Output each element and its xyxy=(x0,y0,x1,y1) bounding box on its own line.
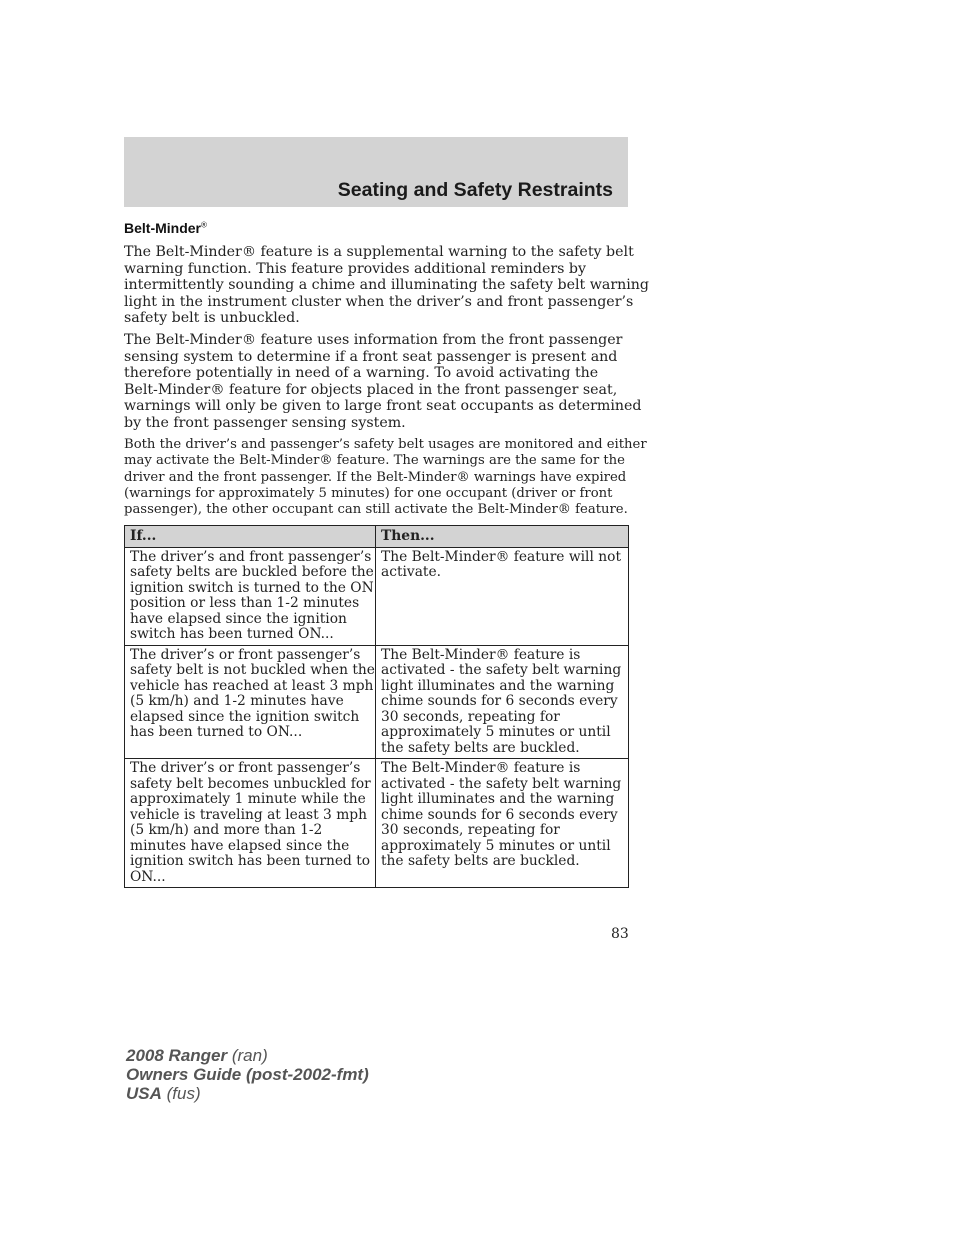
text-line: (warnings for approximately 5 minutes) for one occupant (driver or front xyxy=(124,485,613,501)
text-line: light in the instrument cluster when the driver’s and front passenger’s xyxy=(124,293,634,310)
cell-text-line: approximately 5 minutes or until xyxy=(381,837,611,854)
cell-text-line: activated - the safety belt warning xyxy=(381,775,622,792)
footer-model: 2008 Ranger xyxy=(126,1046,228,1065)
text-line: The Belt-Minder® feature is a supplemental warning to the safety belt xyxy=(124,244,634,260)
cell-text-line: activate. xyxy=(381,564,442,580)
table-row xyxy=(125,759,629,888)
cell-text-line: approximately 5 minutes or until xyxy=(381,724,611,740)
cell-text-line: (5 km/h) and more than 1-2 xyxy=(130,822,323,838)
text-line: Belt-Minder® feature for objects placed in the front passenger seat, xyxy=(124,381,618,398)
cell-text-line: The Belt-Minder® feature will not xyxy=(381,548,622,565)
cell-text-line: position or less than 1-2 minutes xyxy=(130,595,360,611)
text-line: safety belt is unbuckled. xyxy=(124,310,300,326)
cell-text-line: ON... xyxy=(130,868,166,885)
footer-guide: Owners Guide (post-2002-fmt) xyxy=(126,1065,369,1084)
cell-text-line: 30 seconds, repeating for xyxy=(381,822,560,838)
text-line: by the front passenger sensing system. xyxy=(124,414,406,431)
paragraph-sensing-system xyxy=(124,332,642,431)
cell-text-line: has been turned to ON... xyxy=(130,724,303,740)
cell-text-line: ignition switch is turned to the ON xyxy=(130,579,374,596)
cell-text-line: The driver’s or front passenger’s xyxy=(130,646,361,663)
cell-text-line: The driver’s and front passenger’s xyxy=(130,548,372,565)
table-cell-if xyxy=(125,759,376,888)
text-line: may activate the Belt-Minder® feature. The warnings are the same for the xyxy=(124,453,625,469)
text-line: warnings will only be given to large front seat occupants as determined xyxy=(124,398,642,414)
section-heading xyxy=(124,220,207,236)
table-header-if: If... xyxy=(125,526,376,548)
paragraph-both-occupants xyxy=(124,437,647,518)
text-line: intermittently sounding a chime and illuminating the safety belt warning xyxy=(124,277,649,293)
table-cell-then xyxy=(376,547,629,645)
table-cell-if xyxy=(125,547,376,645)
cell-text-line: have elapsed since the ignition xyxy=(130,610,347,627)
text-line: passenger), the other occupant can still activate the Belt-Minder® feature. xyxy=(124,502,628,518)
text-line: therefore potentially in need of a warning. To avoid activating the xyxy=(124,365,599,381)
text-line: warning function. This feature provides additional reminders by xyxy=(124,260,587,277)
if-then-table xyxy=(124,525,629,888)
cell-text-line: activated - the safety belt warning xyxy=(381,662,622,678)
footer-line-guide xyxy=(126,1065,369,1084)
page-title: Seating and Safety Restraints xyxy=(337,179,613,201)
footer-model-code: (ran) xyxy=(227,1046,268,1065)
paragraph-intro xyxy=(124,244,649,327)
cell-text-line: safety belt is not buckled when the xyxy=(130,662,375,678)
registered-mark: ® xyxy=(201,220,207,230)
footer-market: USA xyxy=(126,1084,162,1103)
cell-text-line: light illuminates and the warning xyxy=(381,677,615,694)
cell-text-line: safety belts are buckled before the xyxy=(130,564,374,580)
footer-line-model xyxy=(126,1046,369,1065)
table-row xyxy=(125,645,629,759)
text-line: driver and the front passenger. If the Belt-Minder® warnings have expired xyxy=(124,469,627,485)
document-footer xyxy=(126,1046,369,1103)
section-heading-text: Belt-Minder xyxy=(124,220,201,236)
table-header-row xyxy=(125,526,629,548)
cell-text-line: minutes have elapsed since the xyxy=(130,837,350,854)
table-row xyxy=(125,547,629,645)
cell-text-line: ignition switch has been turned to xyxy=(130,853,371,869)
footer-line-market xyxy=(126,1084,369,1103)
cell-text-line: elapsed since the ignition switch xyxy=(130,708,360,725)
cell-text-line: light illuminates and the warning xyxy=(381,791,615,807)
table-cell-then xyxy=(376,645,629,759)
cell-text-line: chime sounds for 6 seconds every xyxy=(381,693,618,709)
cell-text-line: The Belt-Minder® feature is xyxy=(381,646,581,663)
text-line: The Belt-Minder® feature uses information from the front passenger xyxy=(124,332,623,348)
cell-text-line: The driver’s or front passenger’s xyxy=(130,760,361,776)
text-line: Both the driver’s and passenger’s safety belt usages are monitored and either xyxy=(124,437,647,452)
footer-market-code: (fus) xyxy=(161,1084,201,1103)
cell-text-line: the safety belts are buckled. xyxy=(381,853,580,869)
cell-text-line: the safety belts are buckled. xyxy=(381,739,580,756)
cell-text-line: switch has been turned ON... xyxy=(130,626,334,642)
cell-text-line: vehicle is traveling at least 3 mph xyxy=(130,806,368,823)
text-line: sensing system to determine if a front seat passenger is present and xyxy=(124,348,618,365)
table-header-then: Then... xyxy=(376,526,629,548)
cell-text-line: chime sounds for 6 seconds every xyxy=(381,806,618,823)
cell-text-line: The Belt-Minder® feature is xyxy=(381,760,581,776)
cell-text-line: approximately 1 minute while the xyxy=(130,791,366,807)
table-cell-if xyxy=(125,645,376,759)
table-body xyxy=(125,547,629,888)
page-number: 83 xyxy=(611,926,629,942)
section-header-band xyxy=(124,137,628,207)
cell-text-line: safety belt becomes unbuckled for xyxy=(130,775,371,792)
cell-text-line: 30 seconds, repeating for xyxy=(381,708,560,725)
cell-text-line: vehicle has reached at least 3 mph xyxy=(130,677,374,694)
cell-text-line: (5 km/h) and 1-2 minutes have xyxy=(130,693,344,709)
table-cell-then xyxy=(376,759,629,888)
